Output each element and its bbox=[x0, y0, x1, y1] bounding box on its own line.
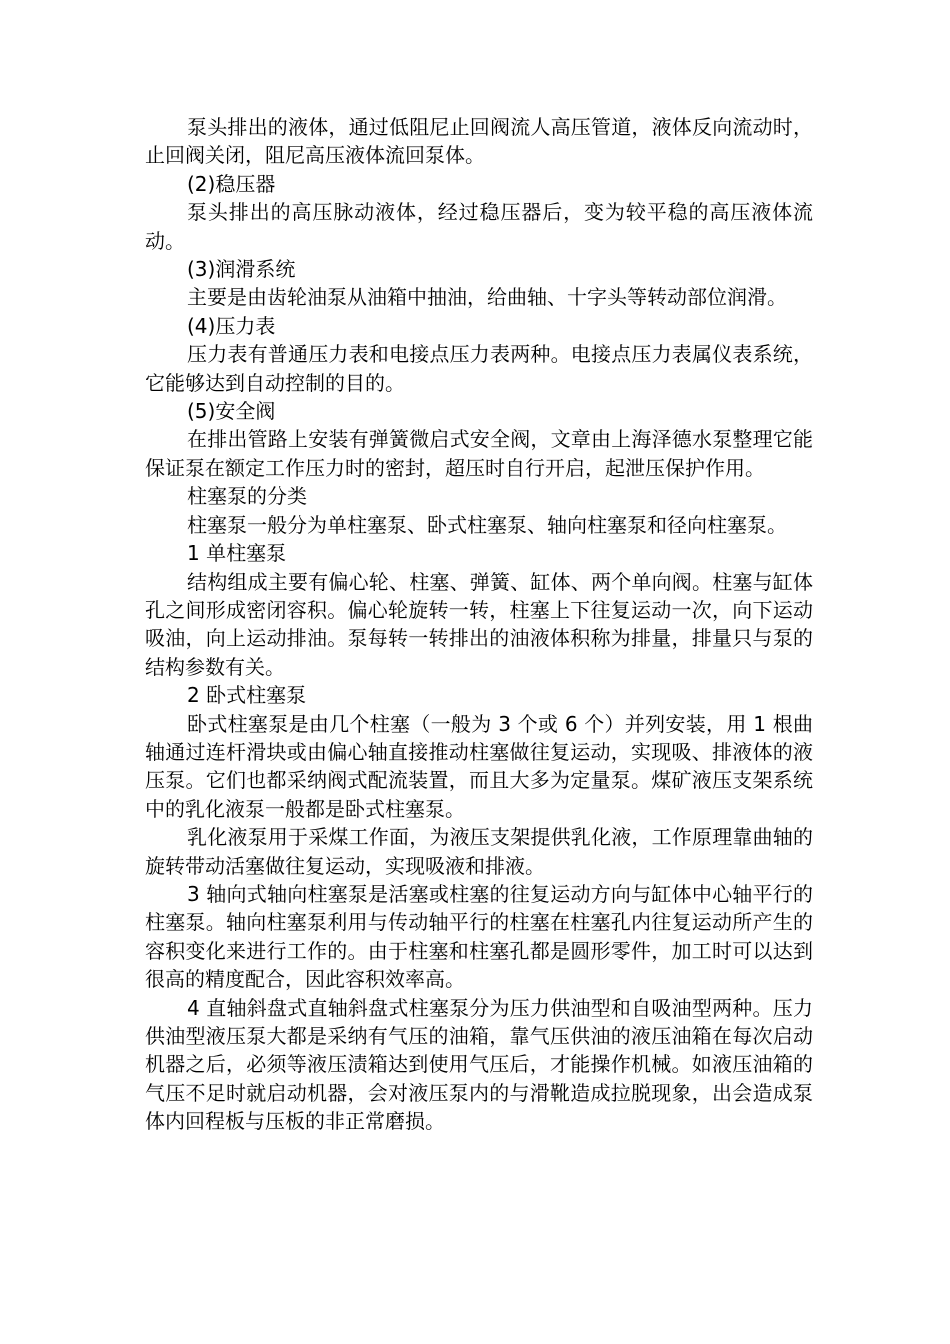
heading-stabilizer: (2)稳压器 bbox=[187, 171, 276, 196]
paragraph-emulsion-pump: 乳化液泵用于采煤工作面，为液压支架提供乳化液，工作原理靠曲轴的旋转带动活塞做往复运动，实现吸液和排液。 bbox=[145, 825, 813, 878]
paragraph-pump-classification: 柱塞泵一般分为单柱塞泵、卧式柱塞泵、轴向柱塞泵和径向柱塞泵。 bbox=[187, 512, 787, 537]
paragraph-horizontal-plunger: 卧式柱塞泵是由几个柱塞（一般为 3 个或 6 个）并列安装，用 1 根曲轴通过连杆滑块或由偏心轴直接推动柱塞做往复运动，实现吸、排液体的液压泵。它们也都采纳阀式配流装置，而且大多为定量泵。煤矿液压支架系统中的乳化液泵一般都是卧式柱塞泵。 bbox=[145, 711, 813, 821]
paragraph-pressure-gauge: 压力表有普通压力表和电接点压力表两种。电接点压力表属仪表系统，它能够达到自动控制的目的。 bbox=[145, 342, 813, 395]
document-body bbox=[145, 113, 813, 1136]
heading-pump-classification: 柱塞泵的分类 bbox=[187, 484, 307, 509]
paragraph-axial-plunger: 3 轴向式轴向柱塞泵是活塞或柱塞的往复运动方向与缸体中心轴平行的柱塞泵。轴向柱塞泵利用与传动轴平行的柱塞在柱塞孔内往复运动所产生的容积变化来进行工作的。由于柱塞和柱塞孔都是圆形零件，加工时可以达到很高的精度配合，因此容积效率高。 bbox=[145, 881, 813, 992]
paragraph-check-valve: 泵头排出的液体，通过低阻尼止回阀流人高压管道，液体反向流动时，止回阀关闭，阻尼高压液体流回泵体。 bbox=[145, 115, 813, 168]
heading-lubrication: (3)润滑系统 bbox=[187, 257, 296, 282]
paragraph-safety-valve: 在排出管路上安装有弹簧微启式安全阀，文章由上海泽德水泵整理它能保证泵在额定工作压力时的密封，超压时自行开启，起泄压保护作用。 bbox=[145, 427, 813, 480]
paragraph-lubrication: 主要是由齿轮油泵从油箱中抽油，给曲轴、十字头等转动部位润滑。 bbox=[187, 285, 787, 310]
heading-single-plunger: 1 单柱塞泵 bbox=[187, 541, 287, 566]
paragraph-stabilizer: 泵头排出的高压脉动液体，经过稳压器后，变为较平稳的高压液体流动。 bbox=[145, 200, 813, 253]
heading-pressure-gauge: (4)压力表 bbox=[187, 313, 276, 338]
heading-horizontal-plunger: 2 卧式柱塞泵 bbox=[187, 683, 307, 708]
heading-safety-valve: (5)安全阀 bbox=[187, 399, 276, 424]
paragraph-swashplate-plunger: 4 直轴斜盘式直轴斜盘式柱塞泵分为压力供油型和自吸油型两种。压力供油型液压泵大都是采纳有气压的油箱，靠气压供油的液压油箱在每次启动机器之后，必须等液压渍箱达到使用气压后，才能操作机械。如液压油箱的气压不足时就启动机器，会对液压泵内的与滑靴造成拉脱现象，出会造成泵体内回程板与压板的非正常磨损。 bbox=[145, 995, 813, 1134]
paragraph-single-plunger: 结构组成主要有偏心轮、柱塞、弹簧、缸体、两个单向阀。柱塞与缸体孔之间形成密闭容积。偏心轮旋转一转，柱塞上下往复运动一次，向下运动吸油，向上运动排油。泵每转一转排出的油液体积称为排量，排量只与泵的结构参数有关。 bbox=[145, 569, 813, 679]
